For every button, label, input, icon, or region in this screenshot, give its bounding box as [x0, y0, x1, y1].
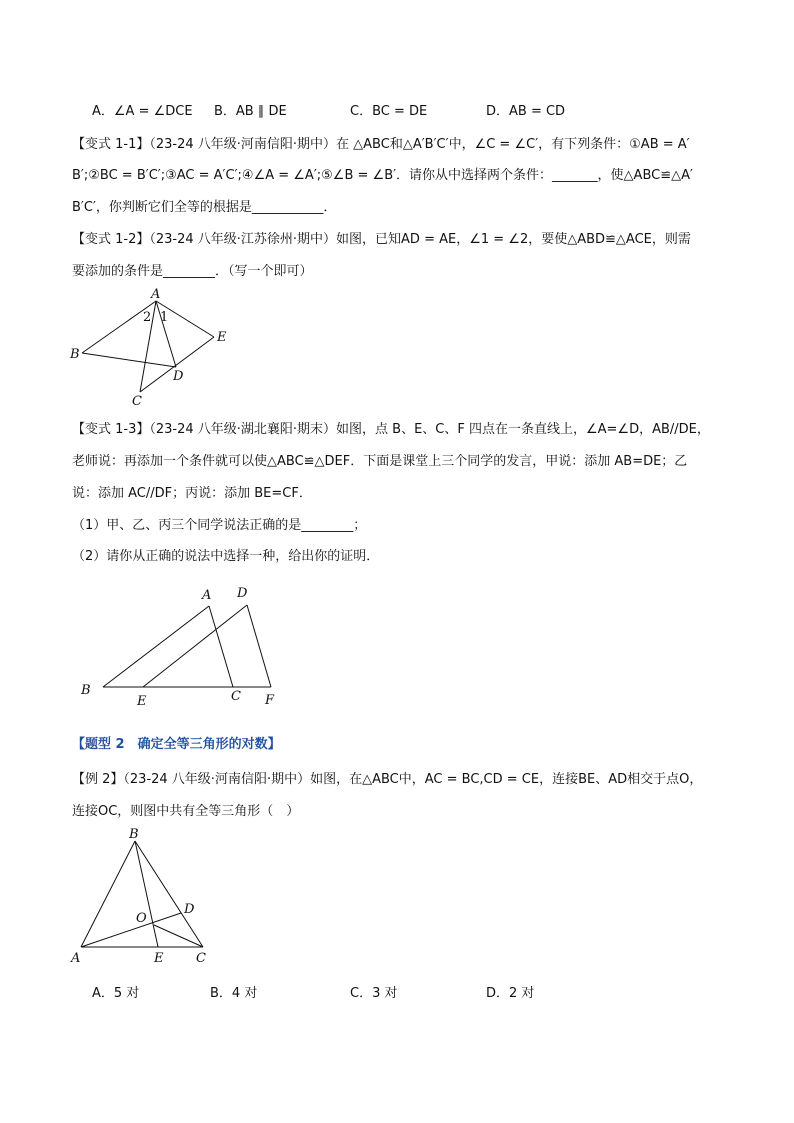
label-a: A — [202, 588, 212, 603]
variant-1-1-line-2: B′;②BC = B′C′;③AC = A′C′;④∠A = ∠A′;⑤∠B = ∠B′．请你从中选择两个条件：_______，使△ABC≌△A′ — [72, 168, 693, 183]
variant-1-2-line-2: 要添加的条件是________．（写一个即可） — [72, 264, 313, 279]
label-angle-2: 2 — [143, 310, 152, 325]
option-c: C．3 对 — [350, 986, 398, 1001]
label-a: A — [71, 951, 81, 966]
option-d: D．2 对 — [486, 986, 535, 1001]
label-d: D — [173, 369, 184, 384]
example-2-options-row — [92, 982, 742, 1002]
variant-1-2-line-1: 【变式 1-2】（23-24 八年级·江苏徐州·期中）如图，已知AD = AE，∠1 = ∠2，要使△ABD≌△ACE，则需 — [72, 232, 691, 247]
segment-ab — [103, 606, 209, 687]
variant-1-3-subquestion-2: （2）请你从正确的说法中选择一种，给出你的证明． — [72, 549, 380, 564]
segment-bd — [82, 353, 176, 367]
variant-1-1-line-3: B′C′，你判断它们全等的根据是___________． — [72, 200, 337, 215]
option-c: C．BC = DE — [350, 104, 428, 119]
label-c: C — [196, 951, 206, 966]
topic-2-heading: 【题型 2 确定全等三角形的对数】 — [72, 737, 281, 752]
example-2-line-1: 【例 2】（23-24 八年级·河南信阳·期中）如图，在△ABC中，AC = BC,CD = CE，连接BE、AD相交于点O， — [72, 772, 703, 787]
segment-df — [247, 605, 271, 687]
label-o: O — [136, 911, 147, 926]
variant-1-1-line-1: 【变式 1-1】（23-24 八年级·河南信阳·期中）在 △ABC和△A′B′C′中，∠C = ∠C′，有下列条件：①AB = A′ — [72, 137, 690, 152]
label-b: B — [70, 347, 80, 362]
figure-variant-1-3 — [75, 580, 290, 710]
option-b: B．4 对 — [210, 986, 258, 1001]
question-options-row — [92, 100, 742, 120]
option-a: A．∠A = ∠DCE — [92, 104, 193, 119]
segment-be — [135, 841, 158, 947]
figure-example-2 — [65, 825, 225, 970]
label-f: F — [265, 693, 275, 708]
variant-1-3-line-3: 说：添加 AC//DF；丙说：添加 BE=CF． — [72, 486, 312, 501]
label-c: C — [231, 689, 241, 704]
label-b: B — [81, 683, 91, 698]
label-c: C — [132, 394, 142, 409]
variant-1-3-subquestion-1: （1）甲、乙、丙三个同学说法正确的是________； — [72, 518, 367, 533]
label-d: D — [184, 902, 195, 917]
label-d: D — [237, 586, 248, 601]
segment-ac — [209, 606, 233, 687]
label-a: A — [151, 287, 161, 302]
variant-1-3-line-2: 老师说：再添加一个条件就可以使△ABC≌△DEF．下面是课堂上三个同学的发言，甲说：添加 AB=DE；乙 — [72, 454, 688, 469]
segment-ab — [82, 301, 156, 353]
label-b: B — [129, 827, 139, 842]
label-e: E — [217, 330, 227, 345]
label-angle-1: 1 — [160, 310, 169, 325]
label-e: E — [154, 951, 164, 966]
segment-bc — [135, 841, 203, 947]
example-2-line-2: 连接OC，则图中共有全等三角形（ ） — [72, 804, 300, 819]
label-e: E — [137, 694, 147, 709]
option-b: B．AB ∥ DE — [214, 104, 287, 119]
variant-1-3-line-1: 【变式 1-3】（23-24 八年级·湖北襄阳·期末）如图，点 B、E、C、F 四点在一条直线上，∠A=∠D，AB//DE， — [72, 422, 710, 437]
figure-variant-1-2 — [60, 285, 240, 410]
option-a: A．5 对 — [92, 986, 140, 1001]
option-d: D．AB = CD — [486, 104, 566, 119]
